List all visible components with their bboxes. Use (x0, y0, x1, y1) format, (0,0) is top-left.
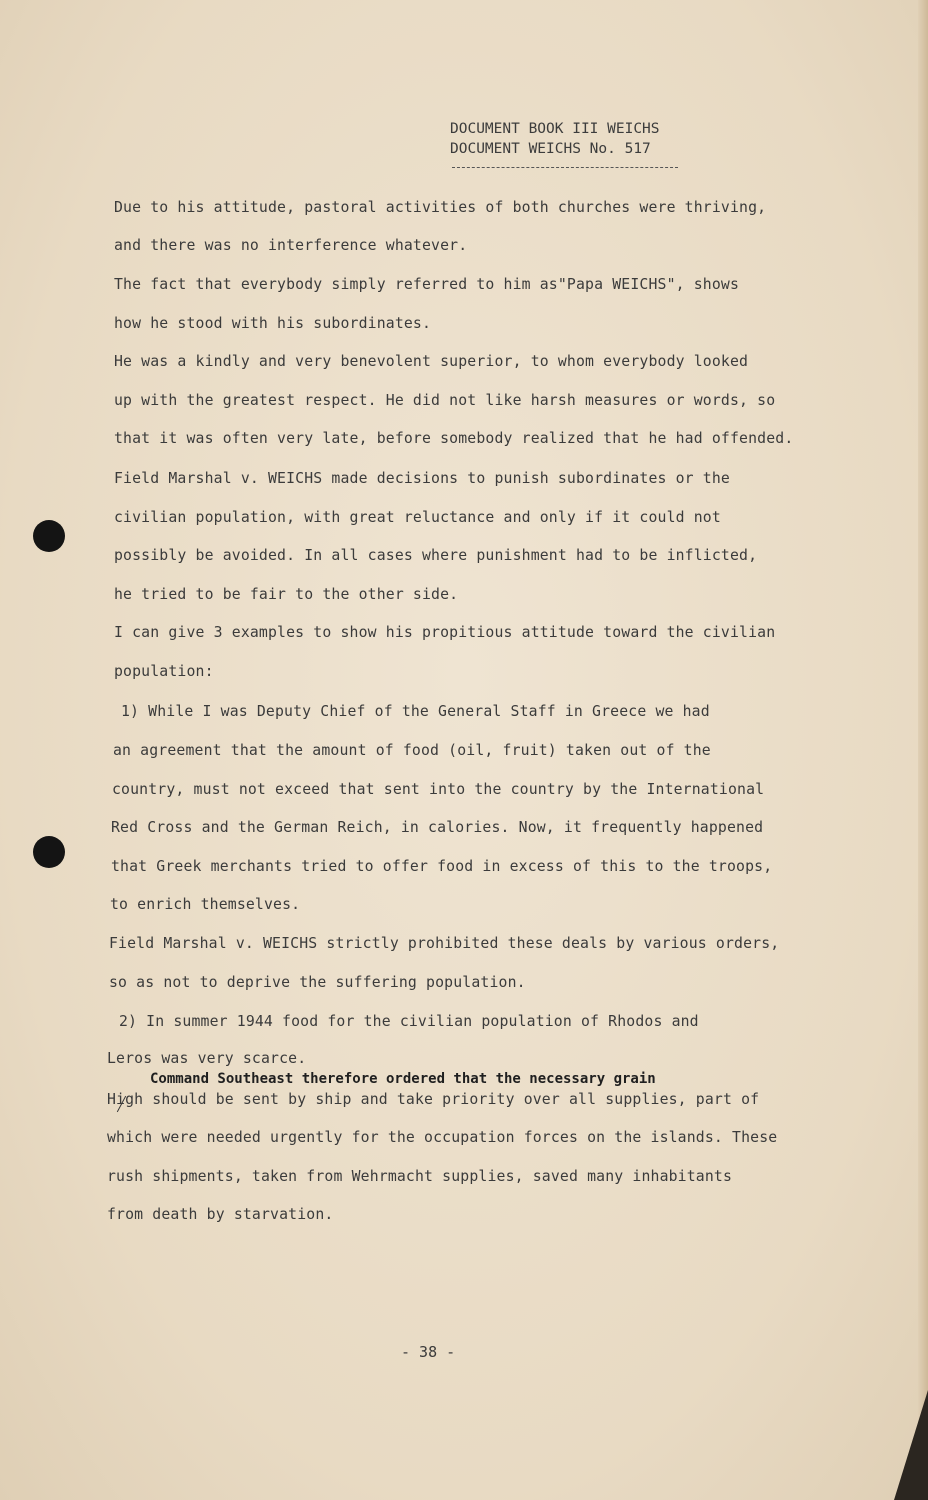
header-line-book: DOCUMENT BOOK III WEICHS (450, 121, 660, 137)
body-line: an agreement that the amount of food (oil, fruit) taken out of the (113, 742, 711, 759)
body-line: 2) In summer 1944 food for the civilian population of Rhodos and (119, 1013, 699, 1030)
body-line: country, must not exceed that sent into the country by the International (112, 781, 765, 798)
page-edge (918, 0, 928, 1500)
body-line: to enrich themselves. (110, 896, 301, 913)
punch-hole (33, 520, 65, 552)
body-line: and there was no interference whatever. (114, 237, 468, 254)
document-header (450, 119, 660, 159)
body-line: Red Cross and the German Reich, in calories. Now, it frequently happened (111, 819, 764, 836)
body-line: civilian population, with great reluctance and only if it could not (114, 509, 721, 526)
page-corner-shadow (894, 1390, 928, 1500)
body-line: from death by starvation. (107, 1206, 334, 1223)
body-line: up with the greatest respect. He did not like harsh measures or words, so (114, 392, 776, 409)
body-line: that Greek merchants tried to offer food in excess of this to the troops, (111, 858, 773, 875)
body-line: population: (114, 663, 214, 680)
body-line: Due to his attitude, pastoral activities of both churches were thriving, (114, 199, 767, 216)
body-line: The fact that everybody simply referred to him as"Papa WEICHS", shows (114, 276, 740, 293)
body-line: which were needed urgently for the occupation forces on the islands. These (107, 1129, 778, 1146)
body-line: he tried to be fair to the other side. (114, 586, 459, 603)
header-line-number: DOCUMENT WEICHS No. 517 (450, 141, 651, 157)
body-line: that it was often very late, before somebody realized that he had offended. (114, 430, 794, 447)
body-line: how he stood with his subordinates. (114, 315, 432, 332)
body-line: Field Marshal v. WEICHS made decisions to punish subordinates or the (114, 470, 730, 487)
header-underline (452, 167, 678, 168)
page-number: - 38 - (401, 1343, 456, 1361)
interlinear-insert: Command Southeast therefore ordered that the necessary grain (150, 1071, 656, 1087)
body-line: 1) While I was Deputy Chief of the General Staff in Greece we had (121, 703, 710, 720)
body-line: He was a kindly and very benevolent superior, to whom everybody looked (114, 353, 749, 370)
body-line: Field Marshal v. WEICHS strictly prohibited these deals by various orders, (109, 935, 780, 952)
body-line: High should be sent by ship and take priority over all supplies, part of (107, 1091, 760, 1108)
punch-hole (33, 836, 65, 868)
body-line: possibly be avoided. In all cases where punishment had to be inflicted, (114, 547, 758, 564)
body-line: rush shipments, taken from Wehrmacht supplies, saved many inhabitants (107, 1168, 733, 1185)
body-line: Leros was very scarce. (107, 1050, 307, 1067)
body-line: I can give 3 examples to show his propitious attitude toward the civilian (114, 624, 776, 641)
body-line: so as not to deprive the suffering population. (109, 974, 526, 991)
